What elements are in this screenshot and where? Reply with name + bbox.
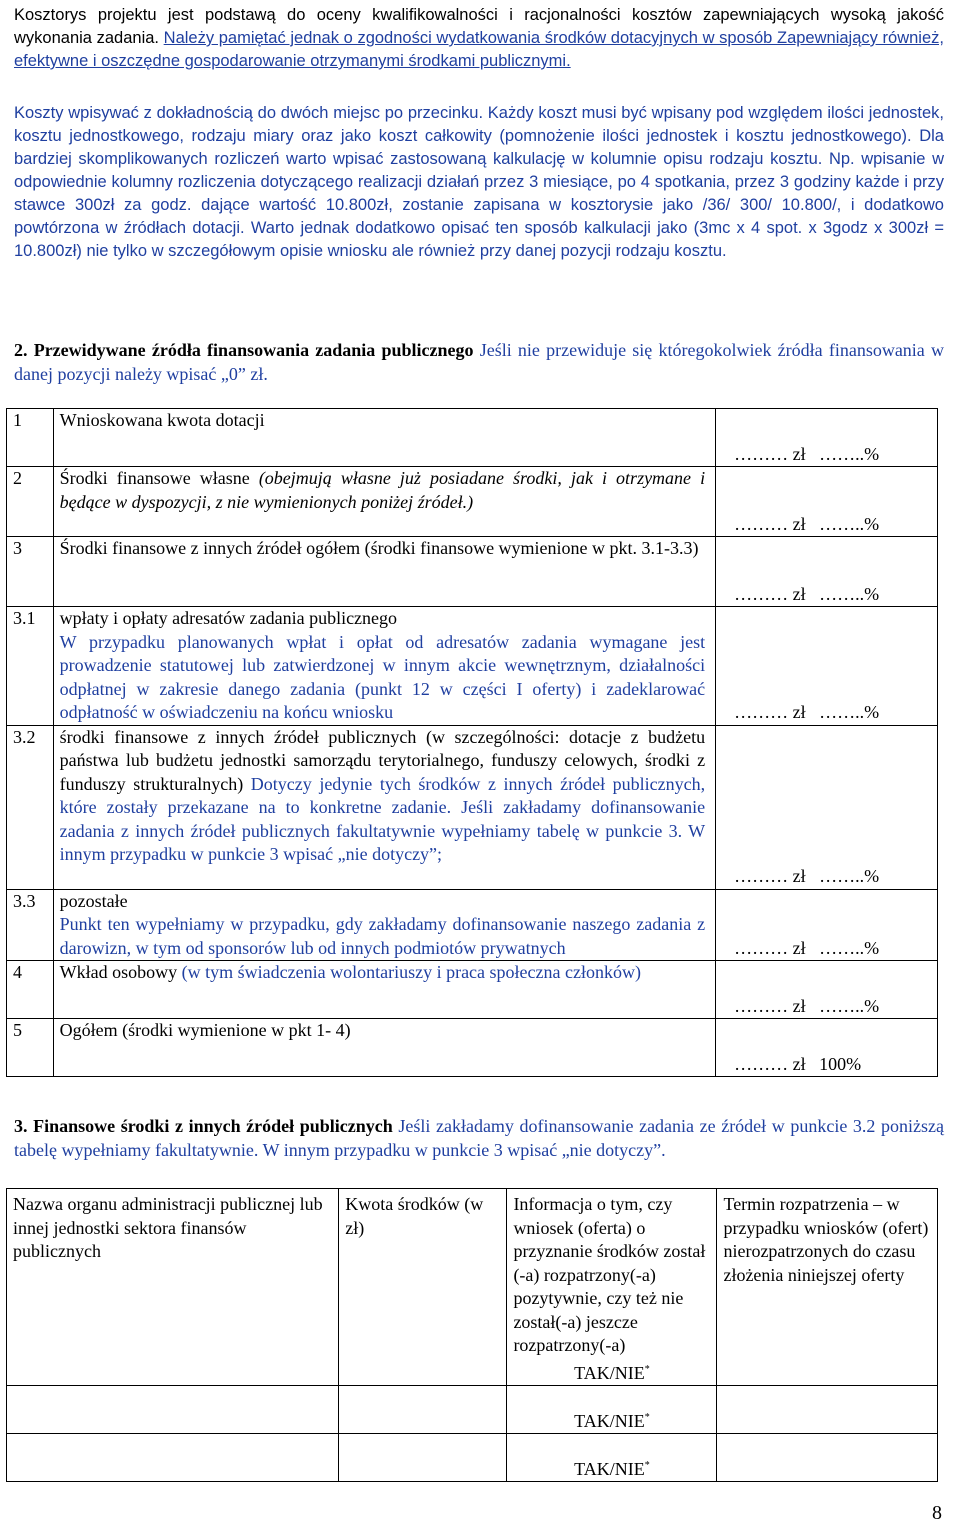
status-cell[interactable]: TAK/NIE*	[507, 1434, 717, 1482]
amount-cell[interactable]: ……… zł ……..%	[716, 467, 938, 537]
row-number: 3	[7, 537, 54, 607]
table-row	[7, 889, 938, 961]
intro-paragraph-2: Koszty wpisywać z dokładnością do dwóch miejsc po przecinku. Każdy koszt musi być wpisany pod względem ilości jednostek, kosztu jednostkowego, rodzaju miary oraz jako koszt całkowity (pomnożenie ilości jednostek i kosztu jednostkowego). Dla bardziej skomplikowanych rozliczeń warto wpisać zastosowaną kalkulację w kolumnie opisu rodzaju kosztu. Np. wpisanie w odpowiednie kolumny rozliczenia dotyczącego realizacji działań przez 3 miesiące, po 4 spotkania, przez 3 godziny każde i przy stawce 300zł za godz. dające wartość 10.800zł, zostanie zapisana w kosztorysie jako /36/ 300/ 10.800/, i dodatkowo powtórzona w źródłach dotacji. Warto jednak dodatkowo opisać ten sposób kalkulacji jako (3mc x 4 spot. x 3godz x 300zł = 10.800zł) nie tylko w szczegółowym opisie wniosku ale również przy danej pozycji rodzaju kosztu.	[14, 104, 944, 260]
table-row	[7, 467, 938, 537]
row-description: Środki finansowe własne (obejmują własne już posiadane środki, jak i otrzymane i będące w dyspozycji, z nie wymienionych poniżej źródeł.)	[53, 467, 715, 537]
amount-cell[interactable]: ……… zł ……..%	[716, 607, 938, 726]
section-2-heading: 2. Przewidywane źródła finansowania zadania publicznego	[14, 340, 474, 360]
deadline-cell[interactable]	[717, 1434, 938, 1482]
funding-sources-table	[6, 408, 938, 1077]
intro-text-blue: Należy pamiętać jednak o zgodności wydatkowania środków dotacyjnych w sposób Zapewniający również, efektywne i oszczędne gospodarowanie otrzymanymi środkami publicznymi.	[14, 29, 944, 70]
row-description: Wnioskowana kwota dotacji	[53, 409, 715, 467]
amount-cell[interactable]: ……… zł ……..%	[716, 537, 938, 607]
amount-cell[interactable]: ……… zł ……..%	[716, 725, 938, 889]
row-description: środki finansowe z innych źródeł publicznych (w szczególności: dotacje z budżetu państwa lub budżetu jednostki samorządu terytorialnego, funduszy celowych, środki z funduszy strukturalnych) Dotyczy jedynie tych środków z innych źródeł publicznych, które zostały przekazane na to konkretne zadanie. Jeśli zakładamy dofinansowanie zadania z innych źródeł publicznych fakultatywnie wypełniamy tabelę w punkcie 3. W innym przypadku w punkcie 3 wpisać „nie dotyczy”;	[53, 725, 715, 889]
table-row	[7, 607, 938, 726]
column-header-deadline: Termin rozpatrzenia – w przypadku wniosków (ofert) nierozpatrzonych do czasu złożenia niniejszej oferty	[717, 1189, 938, 1386]
deadline-cell[interactable]	[717, 1386, 938, 1434]
row-description: pozostałe Punkt ten wypełniamy w przypadku, gdy zakładamy dofinansowanie naszego zadania z darowizn, w tym od sponsorów lub od innych podmiotów prywatnych	[53, 889, 715, 961]
table-row	[7, 725, 938, 889]
section-3-heading: 3. Finansowe środki z innych źródeł publicznych	[14, 1116, 393, 1136]
column-header-amount: Kwota środków (w zł)	[339, 1189, 507, 1386]
intro-text-black: Kosztorys projektu jest podstawą do oceny kwalifikowalności i racjonalności kosztów zapewniających wysoką jakość wykonania zadania.	[14, 6, 944, 47]
table-row	[7, 1386, 938, 1434]
table-row	[7, 961, 938, 1019]
column-header-status: Informacja o tym, czy wniosek (oferta) o przyznanie środków został (-a) rozpatrzony(-a) pozytywnie, czy też nie został(-a) jeszcze rozpatrzony(-a) TAK/NIE*	[507, 1189, 717, 1386]
row-number: 1	[7, 409, 54, 467]
column-header-organ: Nazwa organu administracji publicznej lub innej jednostki sektora finansów publicznych	[7, 1189, 339, 1386]
table-row	[7, 1019, 938, 1077]
row-description: Wkład osobowy (w tym świadczenia wolontariuszy i praca społeczna członków)	[53, 961, 715, 1019]
row-number: 4	[7, 961, 54, 1019]
table-row	[7, 537, 938, 607]
amount-cell[interactable]	[339, 1386, 507, 1434]
row-number: 2	[7, 467, 54, 537]
row-number: 5	[7, 1019, 54, 1077]
amount-cell[interactable]: ……… zł ……..%	[716, 409, 938, 467]
table-row	[7, 1434, 938, 1482]
section-2-note: Jeśli nie przewiduje się któregokolwiek źródła finansowania w danej pozycji należy wpisać „0” zł.	[14, 340, 944, 384]
amount-cell[interactable]	[339, 1434, 507, 1482]
table-row	[7, 409, 938, 467]
amount-cell[interactable]: ……… zł ……..%	[716, 889, 938, 961]
row-description: wpłaty i opłaty adresatów zadania publicznego W przypadku planowanych wpłat i opłat od adresatów zadania wymagane jest prowadzenie statutowej lub zatwierdzonej w innym akcie wewnętrznym, działalności odpłatnej w zakresie danego zadania (punkt 12 w części I oferty) i zadeklarować odpłatność w oświadczeniu na końcu wniosku	[53, 607, 715, 726]
organ-cell[interactable]	[7, 1434, 339, 1482]
status-value[interactable]: TAK/NIE*	[574, 1362, 650, 1383]
row-description: Środki finansowe z innych źródeł ogółem (środki finansowe wymienione w pkt. 3.1-3.3)	[53, 537, 715, 607]
section-3-heading-block	[14, 1115, 944, 1162]
status-cell[interactable]: TAK/NIE*	[507, 1386, 717, 1434]
other-public-sources-table	[6, 1188, 938, 1482]
amount-cell[interactable]: ……… zł ……..%	[716, 961, 938, 1019]
row-number: 3.2	[7, 725, 54, 889]
page-number: 8	[932, 1502, 942, 1524]
amount-cell[interactable]: ……… zł 100%	[716, 1019, 938, 1077]
organ-cell[interactable]	[7, 1386, 339, 1434]
row-number: 3.3	[7, 889, 54, 961]
section-3-note: Jeśli zakładamy dofinansowanie zadania ze źródeł w punkcie 3.2 poniższą tabelę wypełniamy fakultatywnie. W innym przypadku w punkcie 3 wpisać „nie dotyczy”.	[14, 1116, 944, 1160]
row-number: 3.1	[7, 607, 54, 726]
row-description: Ogółem (środki wymienione w pkt 1- 4)	[53, 1019, 715, 1077]
section-2-heading-block	[14, 339, 944, 386]
table-header-row	[7, 1189, 938, 1386]
intro-paragraph-1	[14, 4, 944, 73]
